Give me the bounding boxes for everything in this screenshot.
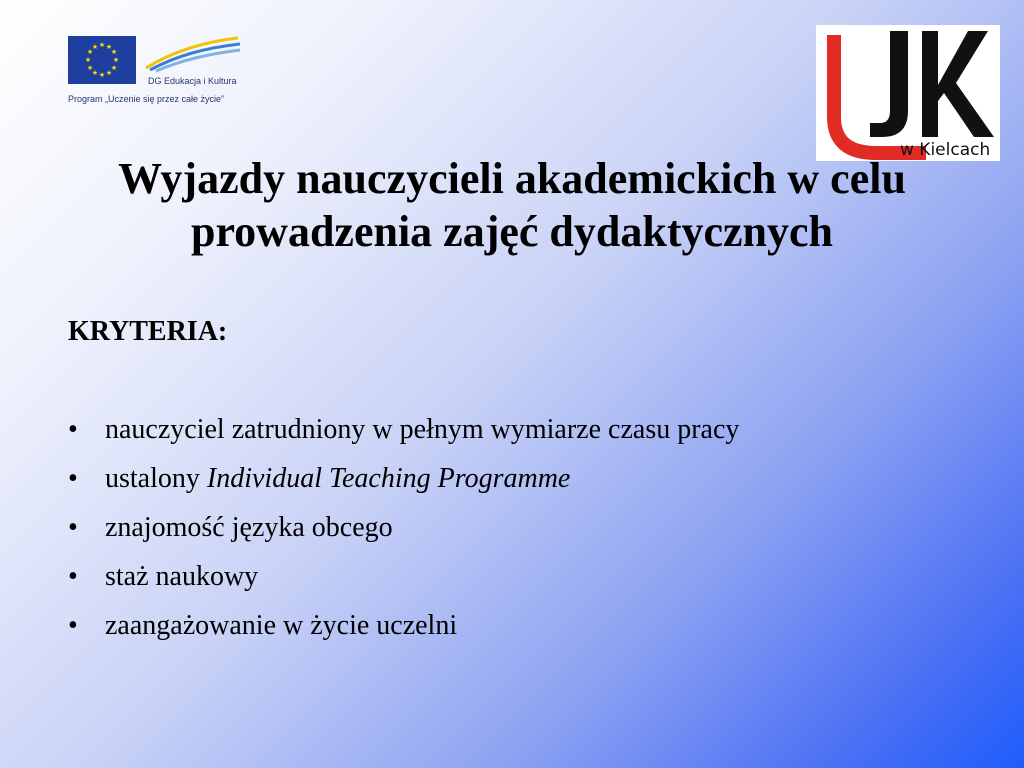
criteria-text: zaangażowanie w życie uczelni (105, 610, 458, 641)
slide-title: Wyjazdy nauczycieli akademickich w celu prowadzenia zajęć dydaktycznych (118, 154, 906, 256)
svg-text:★: ★ (91, 43, 99, 51)
svg-text:★: ★ (91, 69, 99, 77)
criteria-text: ustalony (105, 463, 207, 494)
eu-program-caption: Program „Uczenie się przez całe życie” (68, 94, 225, 104)
svg-text:★: ★ (84, 56, 92, 64)
criteria-italic-text: Individual Teaching Programme (206, 463, 571, 494)
eu-program-logo (66, 30, 242, 112)
svg-text:★: ★ (105, 43, 113, 51)
bullet: • (68, 561, 78, 592)
bullet: • (68, 512, 78, 543)
ujk-university-logo (816, 25, 1000, 161)
svg-text:★: ★ (110, 48, 118, 56)
criteria-text: nauczyciel zatrudniony w pełnym wymiarze czasu pracy (105, 414, 740, 445)
criteria-item (68, 512, 739, 561)
bullet: • (68, 610, 78, 641)
svg-text:★: ★ (110, 64, 118, 72)
svg-text:★: ★ (105, 69, 113, 77)
eu-flag-icon (68, 36, 136, 84)
ujk-caption: w Kielcach (900, 140, 991, 160)
criteria-item (68, 463, 739, 512)
bullet: • (68, 414, 78, 445)
criteria-text: znajomość języka obcego (105, 512, 393, 543)
criteria-item (68, 561, 739, 610)
eu-dg-caption: DG Edukacja i Kultura (148, 76, 237, 86)
criteria-text: staż naukowy (105, 561, 259, 592)
svg-text:★: ★ (112, 56, 120, 64)
criteria-item (68, 610, 739, 659)
criteria-item (68, 414, 739, 463)
svg-text:★: ★ (98, 41, 106, 49)
svg-text:★: ★ (86, 48, 94, 56)
criteria-heading: KRYTERIA: (68, 316, 228, 347)
bullet: • (68, 463, 78, 494)
criteria-list (68, 414, 739, 659)
lifelong-learning-swoosh-icon (142, 32, 242, 72)
svg-text:★: ★ (98, 71, 106, 79)
svg-text:★: ★ (86, 64, 94, 72)
